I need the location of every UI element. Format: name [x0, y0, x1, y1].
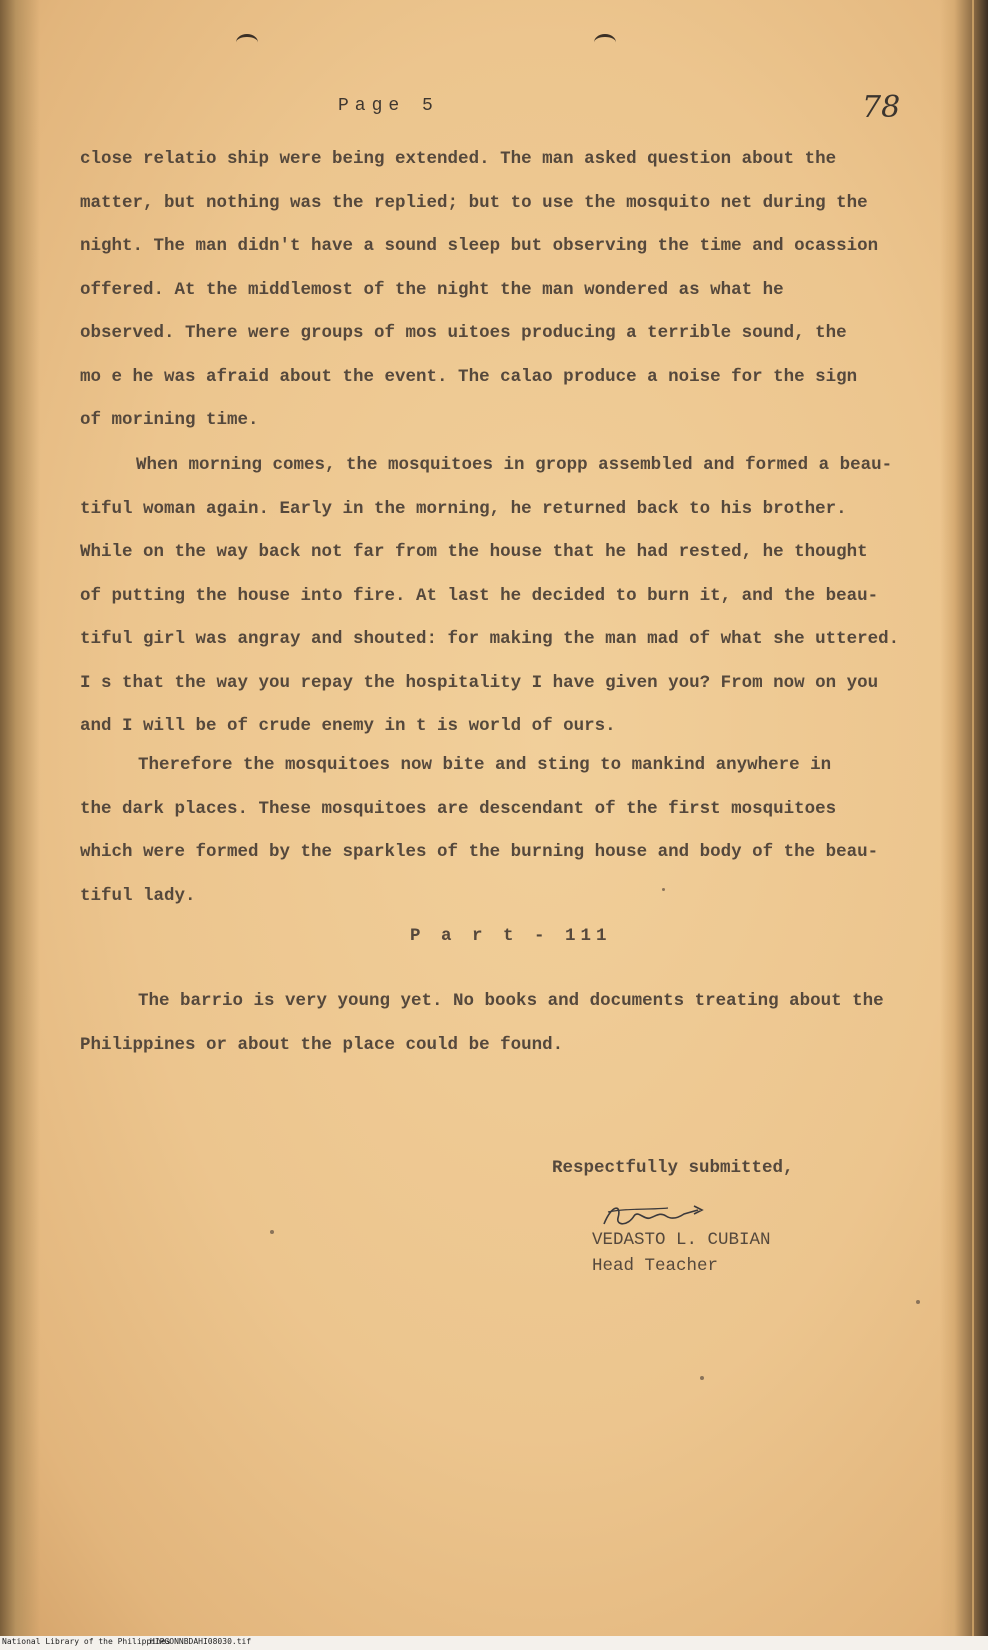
paragraph-1: close relatio ship were being extended. The man asked question about the matter, but nothing was the replied; but to use the mosquito net during the night. The man didn't have a sound sleep but observing the time and ocassion offered. At the middlemost of the night the man wondered as what he observed. There were groups of mos uitoes producing a terrible sound, the mo e he was afraid about the event. The calao produce a noise for the sign of morining time.: [80, 149, 879, 430]
footer-library: National Library of the Philippines: [2, 1637, 171, 1646]
scan-footer: [0, 1636, 988, 1650]
signatory-name: VEDASTO L. CUBIAN: [592, 1230, 771, 1250]
part-heading: P a r t - 111: [410, 926, 612, 946]
paper-speck: [270, 1230, 274, 1234]
page-header: Page 5: [338, 96, 439, 116]
paper-speck: [700, 1376, 704, 1380]
punch-hole-left: [236, 34, 258, 51]
handwritten-page-number: 78: [862, 90, 901, 125]
footer-filename: HIPGONNBDAHI08030.tif: [150, 1637, 252, 1646]
page-left-shadow: [0, 0, 40, 1636]
signatory-title: Head Teacher: [592, 1256, 719, 1276]
punch-hole-right: [594, 34, 616, 51]
page-edge-line: [972, 0, 974, 1636]
part-paragraph: The barrio is very young yet. No books and documents treating about the Philippines or about the place could be found.: [80, 991, 884, 1055]
paragraph-2: When morning comes, the mosquitoes in gropp assembled and formed a beau- tiful woman again. Early in the morning, he returned back to his brother. While on the way back not far from the house that he had rested, he thought of putting the house into fire. At last he decided to burn it, and the beau- tiful girl was angray and shouted: for making the man mad of what she uttered. I s that the way you repay the hospitality I have given you? From now on you and I will be of crude enemy in t is world of ours.: [80, 455, 900, 736]
paper-speck: [662, 888, 665, 891]
paper-speck: [916, 1300, 920, 1304]
closing-salutation: Respectfully submitted,: [552, 1158, 794, 1178]
page-right-shadow: [940, 0, 988, 1636]
paragraph-3: Therefore the mosquitoes now bite and sting to mankind anywhere in the dark places. These mosquitoes are descendant of the first mosquitoes which were formed by the sparkles of the burning house and body of the beau- tiful lady.: [80, 755, 879, 906]
